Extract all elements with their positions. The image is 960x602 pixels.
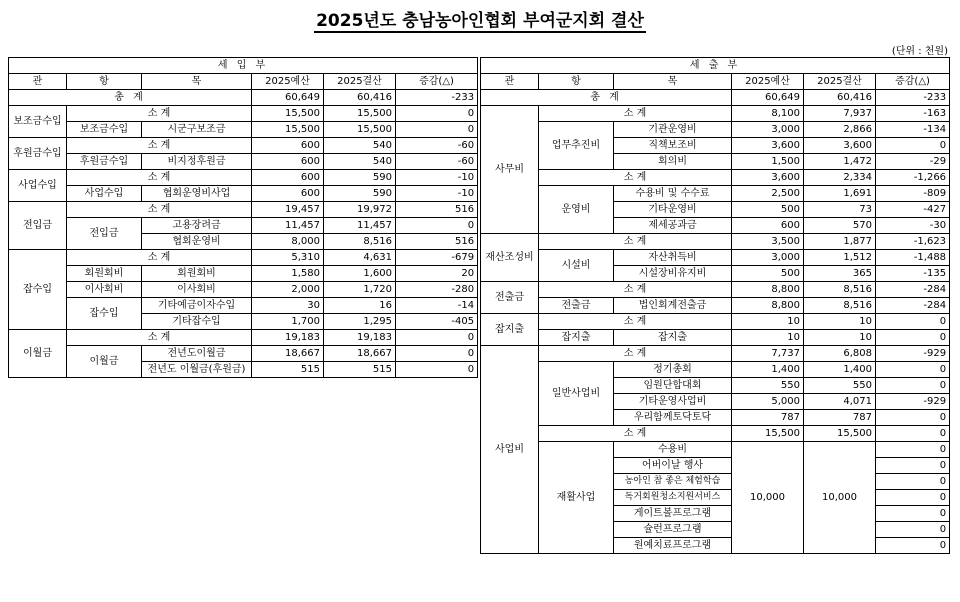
income-total-row: [9, 90, 478, 106]
diff-cell: -135: [876, 266, 950, 282]
table-row: [9, 346, 478, 362]
diff-cell: -30: [876, 218, 950, 234]
table-row: [9, 138, 478, 154]
mok-cell: 게이트볼프로그램: [614, 506, 732, 522]
income-column-headers: [9, 74, 478, 90]
subtotal-label: 소 계: [67, 138, 252, 154]
settle-cell: 1,720: [324, 282, 396, 298]
settle-cell: 3,600: [804, 138, 876, 154]
diff-cell: -280: [396, 282, 478, 298]
mok-cell: 자산취득비: [614, 250, 732, 266]
subtotal-settle: 15,500: [324, 106, 396, 122]
table-row: [481, 330, 950, 346]
budget-cell: 550: [732, 378, 804, 394]
col-hang: 항: [67, 74, 142, 90]
diff-cell: 0: [876, 138, 950, 154]
diff-cell: 0: [876, 442, 950, 458]
budget-cell: 10: [732, 330, 804, 346]
subtotal-budget: 15,500: [252, 106, 324, 122]
subtotal-label: 소 계: [539, 106, 732, 122]
subtotal-label: 소 계: [539, 170, 732, 186]
hang-cell: 운영비: [539, 186, 614, 234]
settle-cell: 15,500: [324, 122, 396, 138]
hang-cell: 전입금: [67, 218, 142, 250]
budget-cell: 3,600: [732, 138, 804, 154]
hang-cell: 보조금수입: [67, 122, 142, 138]
table-row: [481, 442, 950, 458]
settle-cell: 590: [324, 186, 396, 202]
hang-cell: 재활사업: [539, 442, 614, 554]
budget-cell: 600: [252, 186, 324, 202]
diff-cell: 0: [396, 346, 478, 362]
diff-cell: -809: [876, 186, 950, 202]
expense-section-header: [481, 58, 950, 74]
diff-cell: 516: [396, 234, 478, 250]
hang-cell: 업무추진비: [539, 122, 614, 170]
mok-cell: 회원회비: [142, 266, 252, 282]
gwan-cell: 사업비: [481, 346, 539, 554]
col-mok: 목: [142, 74, 252, 90]
mok-cell: 이사회비: [142, 282, 252, 298]
subtotal-label: 소 계: [539, 346, 732, 362]
budget-cell: 18,667: [252, 346, 324, 362]
subtotal-diff: -284: [876, 282, 950, 298]
budget-cell: 3,000: [732, 250, 804, 266]
subtotal-settle: 8,516: [804, 282, 876, 298]
col-settle: 2025결산: [324, 74, 396, 90]
diff-cell: 0: [876, 522, 950, 538]
total-diff: -233: [876, 90, 950, 106]
diff-cell: 0: [876, 330, 950, 346]
diff-cell: -1,488: [876, 250, 950, 266]
table-row: [9, 106, 478, 122]
budget-cell: 2,000: [252, 282, 324, 298]
hang-cell: 회원회비: [67, 266, 142, 282]
diff-cell: -10: [396, 186, 478, 202]
subtotal-settle: 19,183: [324, 330, 396, 346]
col-settle: 2025결산: [804, 74, 876, 90]
subtotal-diff: -679: [396, 250, 478, 266]
table-row: [481, 250, 950, 266]
settle-cell: 18,667: [324, 346, 396, 362]
subtotal-diff: -10: [396, 170, 478, 186]
total-budget: 60,649: [732, 90, 804, 106]
subtotal-diff: -1,623: [876, 234, 950, 250]
gwan-cell: 전출금: [481, 282, 539, 314]
settle-cell: 10: [804, 330, 876, 346]
settle-cell: 1,691: [804, 186, 876, 202]
diff-cell: -427: [876, 202, 950, 218]
mok-cell: 독거회원청소지원서비스: [614, 490, 732, 506]
table-row: [9, 202, 478, 218]
settle-cell: 1,472: [804, 154, 876, 170]
gwan-cell: 후원금수입: [9, 138, 67, 170]
budget-cell: 1,580: [252, 266, 324, 282]
budget-cell: 8,800: [732, 298, 804, 314]
mok-cell: 고용장려금: [142, 218, 252, 234]
table-row: [481, 122, 950, 138]
subtotal-label: 소 계: [539, 234, 732, 250]
diff-cell: -284: [876, 298, 950, 314]
income-section-header: [9, 58, 478, 74]
settle-cell: 570: [804, 218, 876, 234]
table-row: [9, 250, 478, 266]
budget-cell: 3,000: [732, 122, 804, 138]
diff-cell: 0: [876, 362, 950, 378]
table-row: [481, 346, 950, 362]
table-row: [9, 122, 478, 138]
budget-cell: 600: [732, 218, 804, 234]
subtotal-label: 소 계: [539, 426, 732, 442]
diff-cell: 0: [876, 538, 950, 554]
mok-cell: 정기총회: [614, 362, 732, 378]
subtotal-diff: -163: [876, 106, 950, 122]
subtotal-label: 소 계: [539, 314, 732, 330]
mok-cell: 시설장비유지비: [614, 266, 732, 282]
hang-cell: 사업수입: [67, 186, 142, 202]
diff-cell: 0: [876, 474, 950, 490]
mok-cell: 기타예금이자수입: [142, 298, 252, 314]
diff-cell: -134: [876, 122, 950, 138]
page-title: [0, 6, 960, 31]
budget-cell: 1,500: [732, 154, 804, 170]
mok-cell: 슐런프로그램: [614, 522, 732, 538]
settle-cell: 2,866: [804, 122, 876, 138]
table-row: [481, 234, 950, 250]
budget-cell: 515: [252, 362, 324, 378]
mok-cell: 원예치료프로그램: [614, 538, 732, 554]
diff-cell: 0: [396, 122, 478, 138]
table-row: [481, 298, 950, 314]
hang-cell: 잡지출: [539, 330, 614, 346]
settle-cell: 73: [804, 202, 876, 218]
budget-cell: 1,700: [252, 314, 324, 330]
subtotal-diff: 0: [396, 330, 478, 346]
diff-cell: 0: [396, 218, 478, 234]
subtotal-settle: 10: [804, 314, 876, 330]
budget-cell: 787: [732, 410, 804, 426]
table-row: [481, 314, 950, 330]
subtotal-diff: -929: [876, 346, 950, 362]
subtotal-settle: 19,972: [324, 202, 396, 218]
budget-cell: 500: [732, 202, 804, 218]
table-row: [9, 266, 478, 282]
gwan-cell: 사업수입: [9, 170, 67, 202]
mok-cell: 제세공과금: [614, 218, 732, 234]
diff-cell: 0: [876, 378, 950, 394]
budget-cell: 15,500: [252, 122, 324, 138]
settle-cell: 1,512: [804, 250, 876, 266]
subtotal-budget: 3,500: [732, 234, 804, 250]
mok-cell: 수용비 및 수수료: [614, 186, 732, 202]
hang-cell: 전출금: [539, 298, 614, 314]
expense-total-row: [481, 90, 950, 106]
col-diff: 증감(△): [876, 74, 950, 90]
diff-cell: -29: [876, 154, 950, 170]
subtotal-label: 소 계: [67, 106, 252, 122]
total-diff: -233: [396, 90, 478, 106]
subtotal-budget: 600: [252, 138, 324, 154]
col-diff: 증감(△): [396, 74, 478, 90]
col-gwan: 관: [9, 74, 67, 90]
mok-cell: 수용비: [614, 442, 732, 458]
hang-cell: 후원금수입: [67, 154, 142, 170]
subtotal-budget: 3,600: [732, 170, 804, 186]
subtotal-diff: 0: [876, 314, 950, 330]
mok-cell: 협회운영비: [142, 234, 252, 250]
gwan-cell: 재산조성비: [481, 234, 539, 282]
subtotal-budget: 19,457: [252, 202, 324, 218]
col-gwan: 관: [481, 74, 539, 90]
subtotal-budget: 19,183: [252, 330, 324, 346]
diff-cell: -60: [396, 154, 478, 170]
subtotal-settle: 2,334: [804, 170, 876, 186]
subtotal-settle: 4,631: [324, 250, 396, 266]
subtotal-budget: 5,310: [252, 250, 324, 266]
expense-table: [480, 57, 950, 554]
table-row: [481, 170, 950, 186]
table-row: [481, 106, 950, 122]
subtotal-label: 소 계: [67, 202, 252, 218]
gwan-cell: 보조금수입: [9, 106, 67, 138]
title-text: 2025년도 충남농아인협회 부여군지회 결산: [316, 11, 644, 31]
subtotal-budget: 15,500: [732, 426, 804, 442]
mok-cell: 협회운영비사업: [142, 186, 252, 202]
subtotal-diff: -60: [396, 138, 478, 154]
mok-cell: 기타운영비: [614, 202, 732, 218]
subtotal-budget: 600: [252, 170, 324, 186]
total-settle: 60,416: [324, 90, 396, 106]
settle-cell: 16: [324, 298, 396, 314]
gwan-cell: 이월금: [9, 330, 67, 378]
mok-cell: 전년도 이월금(후원금): [142, 362, 252, 378]
subtotal-budget: 8,800: [732, 282, 804, 298]
budget-cell: 30: [252, 298, 324, 314]
subtotal-budget: 10: [732, 314, 804, 330]
hang-cell: 이월금: [67, 346, 142, 378]
table-row: [481, 426, 950, 442]
hang-cell: 일반사업비: [539, 362, 614, 426]
table-row: [9, 330, 478, 346]
diff-cell: -929: [876, 394, 950, 410]
mok-cell: 잡지출: [614, 330, 732, 346]
table-row: [481, 362, 950, 378]
income-header: 세 입 부: [9, 58, 478, 74]
diff-cell: 0: [876, 506, 950, 522]
mok-cell: 임원단합대회: [614, 378, 732, 394]
mok-cell: 전년도이월금: [142, 346, 252, 362]
subtotal-settle: 590: [324, 170, 396, 186]
subtotal-label: 소 계: [67, 330, 252, 346]
mok-cell: 기관운영비: [614, 122, 732, 138]
mok-cell: 법인회계전출금: [614, 298, 732, 314]
total-budget: 60,649: [252, 90, 324, 106]
budget-cell: 8,000: [252, 234, 324, 250]
merged-settle-cell: 10,000: [804, 442, 876, 554]
mok-cell: 비지정후원금: [142, 154, 252, 170]
mok-cell: 우리함께토닥토닥: [614, 410, 732, 426]
settle-cell: 1,600: [324, 266, 396, 282]
subtotal-label: 소 계: [67, 250, 252, 266]
total-label: 총 계: [481, 90, 732, 106]
settle-cell: 1,295: [324, 314, 396, 330]
total-label: 총 계: [9, 90, 252, 106]
settle-cell: 515: [324, 362, 396, 378]
subtotal-budget: 7,737: [732, 346, 804, 362]
diff-cell: 0: [876, 458, 950, 474]
settle-cell: 4,071: [804, 394, 876, 410]
budget-cell: 5,000: [732, 394, 804, 410]
settle-cell: 8,516: [324, 234, 396, 250]
expense-column-headers: [481, 74, 950, 90]
settle-cell: 11,457: [324, 218, 396, 234]
subtotal-label: 소 계: [539, 282, 732, 298]
table-row: [9, 298, 478, 314]
col-mok: 목: [614, 74, 732, 90]
settle-cell: 787: [804, 410, 876, 426]
subtotal-diff: 516: [396, 202, 478, 218]
diff-cell: 0: [396, 362, 478, 378]
col-budget: 2025예산: [252, 74, 324, 90]
diff-cell: 0: [876, 410, 950, 426]
budget-cell: 1,400: [732, 362, 804, 378]
subtotal-diff: 0: [876, 426, 950, 442]
table-row: [9, 170, 478, 186]
gwan-cell: 잡수입: [9, 250, 67, 330]
mok-cell: 기타운영사업비: [614, 394, 732, 410]
subtotal-diff: -1,266: [876, 170, 950, 186]
table-row: [481, 186, 950, 202]
subtotal-settle: 6,808: [804, 346, 876, 362]
budget-cell: 2,500: [732, 186, 804, 202]
gwan-cell: 사무비: [481, 106, 539, 234]
income-table: [8, 57, 478, 378]
table-row: [9, 186, 478, 202]
budget-cell: 500: [732, 266, 804, 282]
gwan-cell: 전입금: [9, 202, 67, 250]
gwan-cell: 잡지출: [481, 314, 539, 346]
settle-cell: 540: [324, 154, 396, 170]
mok-cell: 어버이날 행사: [614, 458, 732, 474]
budget-cell: 11,457: [252, 218, 324, 234]
budget-cell: 600: [252, 154, 324, 170]
table-row: [9, 282, 478, 298]
total-settle: 60,416: [804, 90, 876, 106]
mok-cell: 회의비: [614, 154, 732, 170]
mok-cell: 기타잡수입: [142, 314, 252, 330]
table-row: [9, 218, 478, 234]
subtotal-label: 소 계: [67, 170, 252, 186]
hang-cell: 잡수입: [67, 298, 142, 330]
diff-cell: 0: [876, 490, 950, 506]
settle-cell: 8,516: [804, 298, 876, 314]
subtotal-settle: 540: [324, 138, 396, 154]
subtotal-budget: 8,100: [732, 106, 804, 122]
diff-cell: -14: [396, 298, 478, 314]
diff-cell: -405: [396, 314, 478, 330]
expense-header: 세 출 부: [481, 58, 950, 74]
subtotal-diff: 0: [396, 106, 478, 122]
mok-cell: 농아인 참 좋은 체험학습: [614, 474, 732, 490]
mok-cell: 직책보조비: [614, 138, 732, 154]
subtotal-settle: 7,937: [804, 106, 876, 122]
subtotal-settle: 1,877: [804, 234, 876, 250]
hang-cell: 시설비: [539, 250, 614, 282]
settle-cell: 550: [804, 378, 876, 394]
hang-cell: 이사회비: [67, 282, 142, 298]
unit-label: (단위 : 천원): [891, 46, 948, 57]
settle-cell: 365: [804, 266, 876, 282]
subtotal-settle: 15,500: [804, 426, 876, 442]
col-hang: 항: [539, 74, 614, 90]
mok-cell: 시군구보조금: [142, 122, 252, 138]
diff-cell: 20: [396, 266, 478, 282]
merged-budget-cell: 10,000: [732, 442, 804, 554]
table-row: [481, 282, 950, 298]
settle-cell: 1,400: [804, 362, 876, 378]
table-row: [9, 154, 478, 170]
col-budget: 2025예산: [732, 74, 804, 90]
